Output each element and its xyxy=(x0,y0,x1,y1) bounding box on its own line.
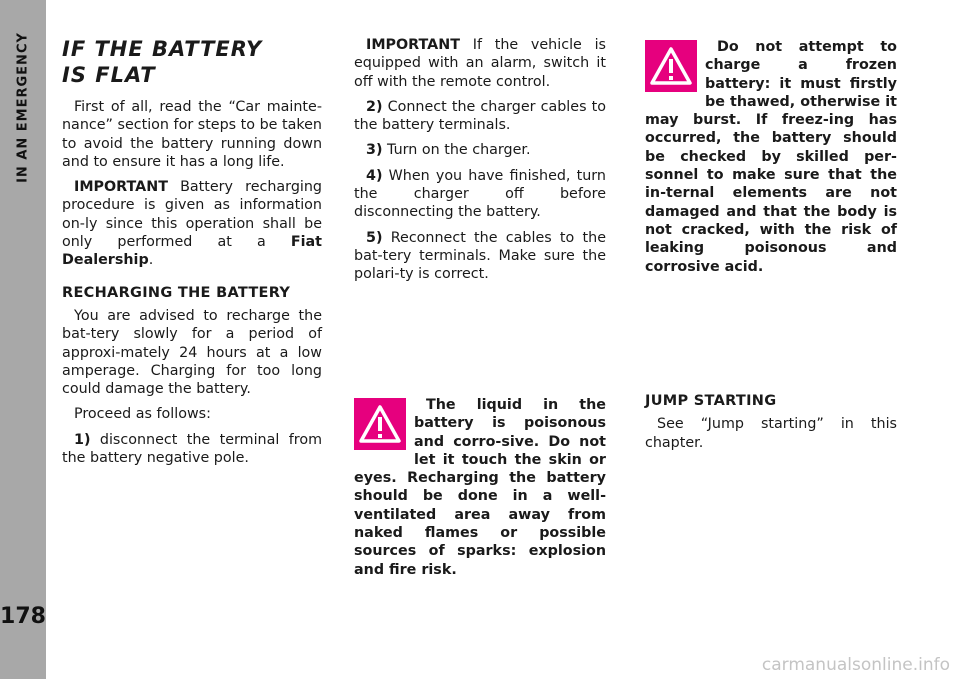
warning-triangle-icon xyxy=(354,398,406,450)
page-number: 178 xyxy=(0,604,46,629)
sidebar: IN AN EMERGENCY 178 xyxy=(0,0,46,679)
page-title: IF THE BATTERY IS FLAT xyxy=(62,37,263,87)
step-3: 3) Turn on the charger. xyxy=(366,142,531,159)
step-5: 5) Reconnect the cables to the bat-tery terminals. Make sure the polari-ty is correct. xyxy=(354,229,606,283)
recharge-paragraph: You are advised to recharge the bat-tery slowly for a period of approxi-mately 24 hours at a low amperage. Charging for too long could damage the battery. xyxy=(62,307,322,398)
frozen-battery-warning: Do not attempt to charge a frozen battery: it must firstly be thawed, otherwise it may burst. If freez-ing has occurred, the battery should be checked by skilled per-sonnel to make sure that the in-ternal elements are not damaged and that the body is not cracked, with the risk of leaking poisonous and corrosive acid. xyxy=(645,39,897,275)
battery-liquid-warning: The liquid in the battery is poisonous and corro-sive. Do not let it touch the skin or eyes. Recharging the battery should be done in a well-ventilated area away from naked flames or possible sources of sparks: explosion and fire risk. xyxy=(354,397,606,578)
proceed-paragraph: Proceed as follows: xyxy=(74,406,211,423)
step-4: 4) When you have finished, turn the charger off before disconnecting the battery. xyxy=(354,167,606,221)
recharging-subheading: RECHARGING THE BATTERY xyxy=(62,284,291,301)
important-alarm-note: IMPORTANT If the vehicle is equipped with an alarm, switch it off with the remote control. xyxy=(354,37,606,90)
warning-triangle-icon xyxy=(645,40,697,92)
column-1 xyxy=(62,36,322,474)
column-2 xyxy=(354,36,606,291)
step-2: 2) Connect the charger cables to the battery terminals. xyxy=(354,98,606,134)
jump-starting-section xyxy=(645,392,897,459)
step-1: 1) disconnect the terminal from the battery negative pole. xyxy=(62,431,322,467)
watermark: carmanualsonline.info xyxy=(761,655,950,675)
jump-starting-subheading: JUMP STARTING xyxy=(645,393,777,409)
jump-starting-paragraph: See “Jump starting” in this chapter. xyxy=(645,416,897,451)
intro-paragraph: First of all, read the “Car mainte-nance” section for steps to be taken to avoid the battery running down and to ensure it has a long life. xyxy=(62,99,322,170)
important-note: IMPORTANT Battery recharging procedure is given as information on-ly since this operation shall be only performed at a Fiat Dealership. xyxy=(62,179,322,269)
